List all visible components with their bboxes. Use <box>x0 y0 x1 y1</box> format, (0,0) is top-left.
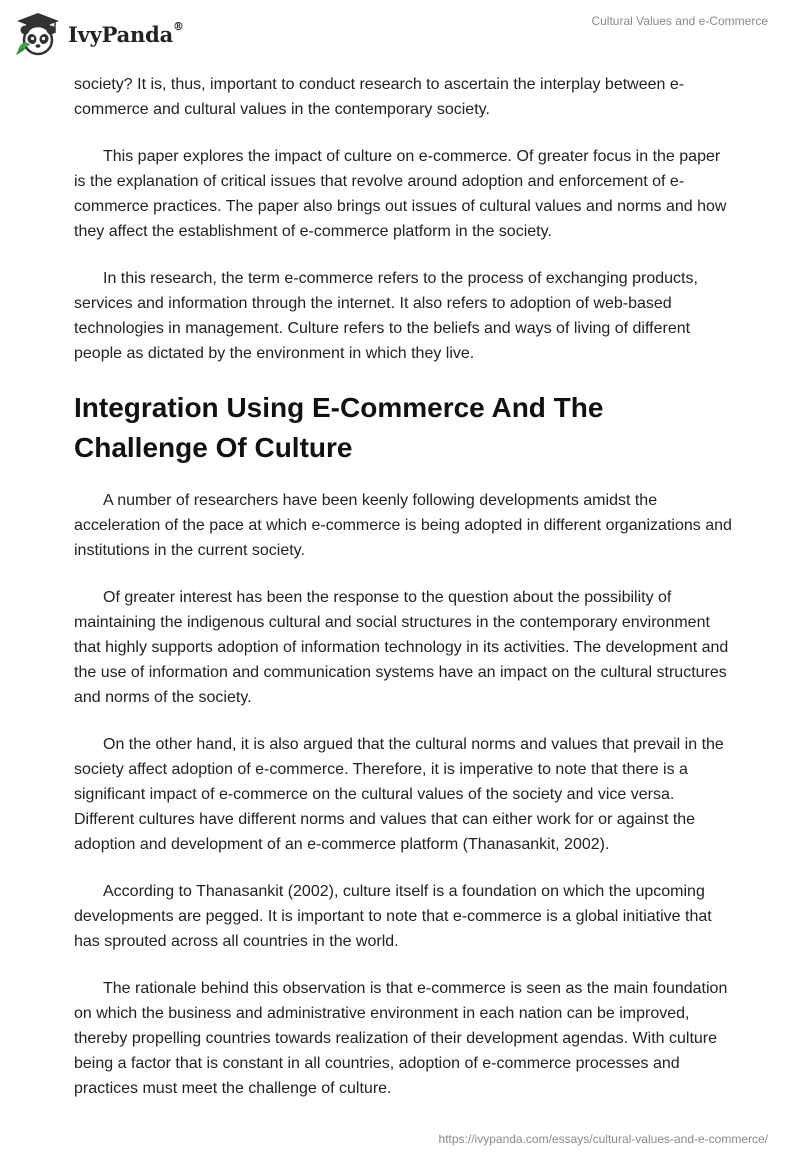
essay-content <box>74 72 734 1123</box>
brand-name <box>68 19 184 47</box>
ivypanda-logo[interactable] <box>14 9 204 59</box>
page-header <box>0 0 800 70</box>
paragraph: society? It is, thus, important to conduct research to ascertain the interplay between e-commerce and cultural values in the contemporary society. <box>74 76 685 118</box>
section-heading: Integration Using E-Commerce And The Challenge Of Culture <box>74 392 604 463</box>
paragraph: The rationale behind this observation is that e-commerce is seen as the main foundation on which the business and administrative environment in each nation can be improved, thereby propelling countries towards realization of their development agendas. With culture being a factor that is constant in all countries, adoption of e-commerce processes and practices must meet the challenge of culture. <box>74 980 728 1097</box>
paragraph: According to Thanasankit (2002), culture itself is a foundation on which the upcoming developments are pegged. It is important to note that e-commerce is a global initiative that has sprouted across all countries in the world. <box>74 883 712 950</box>
paragraph: On the other hand, it is also argued that the cultural norms and values that prevail in the society affect adoption of e-commerce. Therefore, it is imperative to note that there is a significant impact of e-commerce on the cultural values of the society and vice versa. Different cultures have different norms and values that can either work for or against the adoption and development of an e-commerce platform (Thanasankit, 2002). <box>74 736 724 853</box>
document-title: Cultural Values and e-Commerce <box>591 14 768 28</box>
brand-text: IvyPanda <box>68 21 174 47</box>
paragraph: In this research, the term e-commerce refers to the process of exchanging products, services and information through the internet. It also refers to adoption of web-based technologies in management. Culture refers to the beliefs and ways of living of different people as dictated by the environment in which they live. <box>74 270 698 362</box>
page-url: https://ivypanda.com/essays/cultural-values-and-e-commerce/ <box>438 1132 768 1146</box>
paragraph: This paper explores the impact of culture on e-commerce. Of greater focus in the paper is the explanation of critical issues that revolve around adoption and enforcement of e-commerce practices. The paper also brings out issues of cultural values and norms and how they affect the establishment of e-commerce platform in the society. <box>74 148 727 240</box>
panda-icon <box>14 11 62 57</box>
paragraph: A number of researchers have been keenly following developments amidst the acceleration of the pace at which e-commerce is being adopted in different organizations and institutions in the current society. <box>74 492 732 559</box>
trademark-symbol: ® <box>173 19 184 33</box>
paragraph: Of greater interest has been the response to the question about the possibility of maintaining the indigenous cultural and social structures in the contemporary environment that highly supports adoption of information technology in its activities. The development and the use of information and communication systems have an impact on the cultural structures and norms of the society. <box>74 589 729 706</box>
